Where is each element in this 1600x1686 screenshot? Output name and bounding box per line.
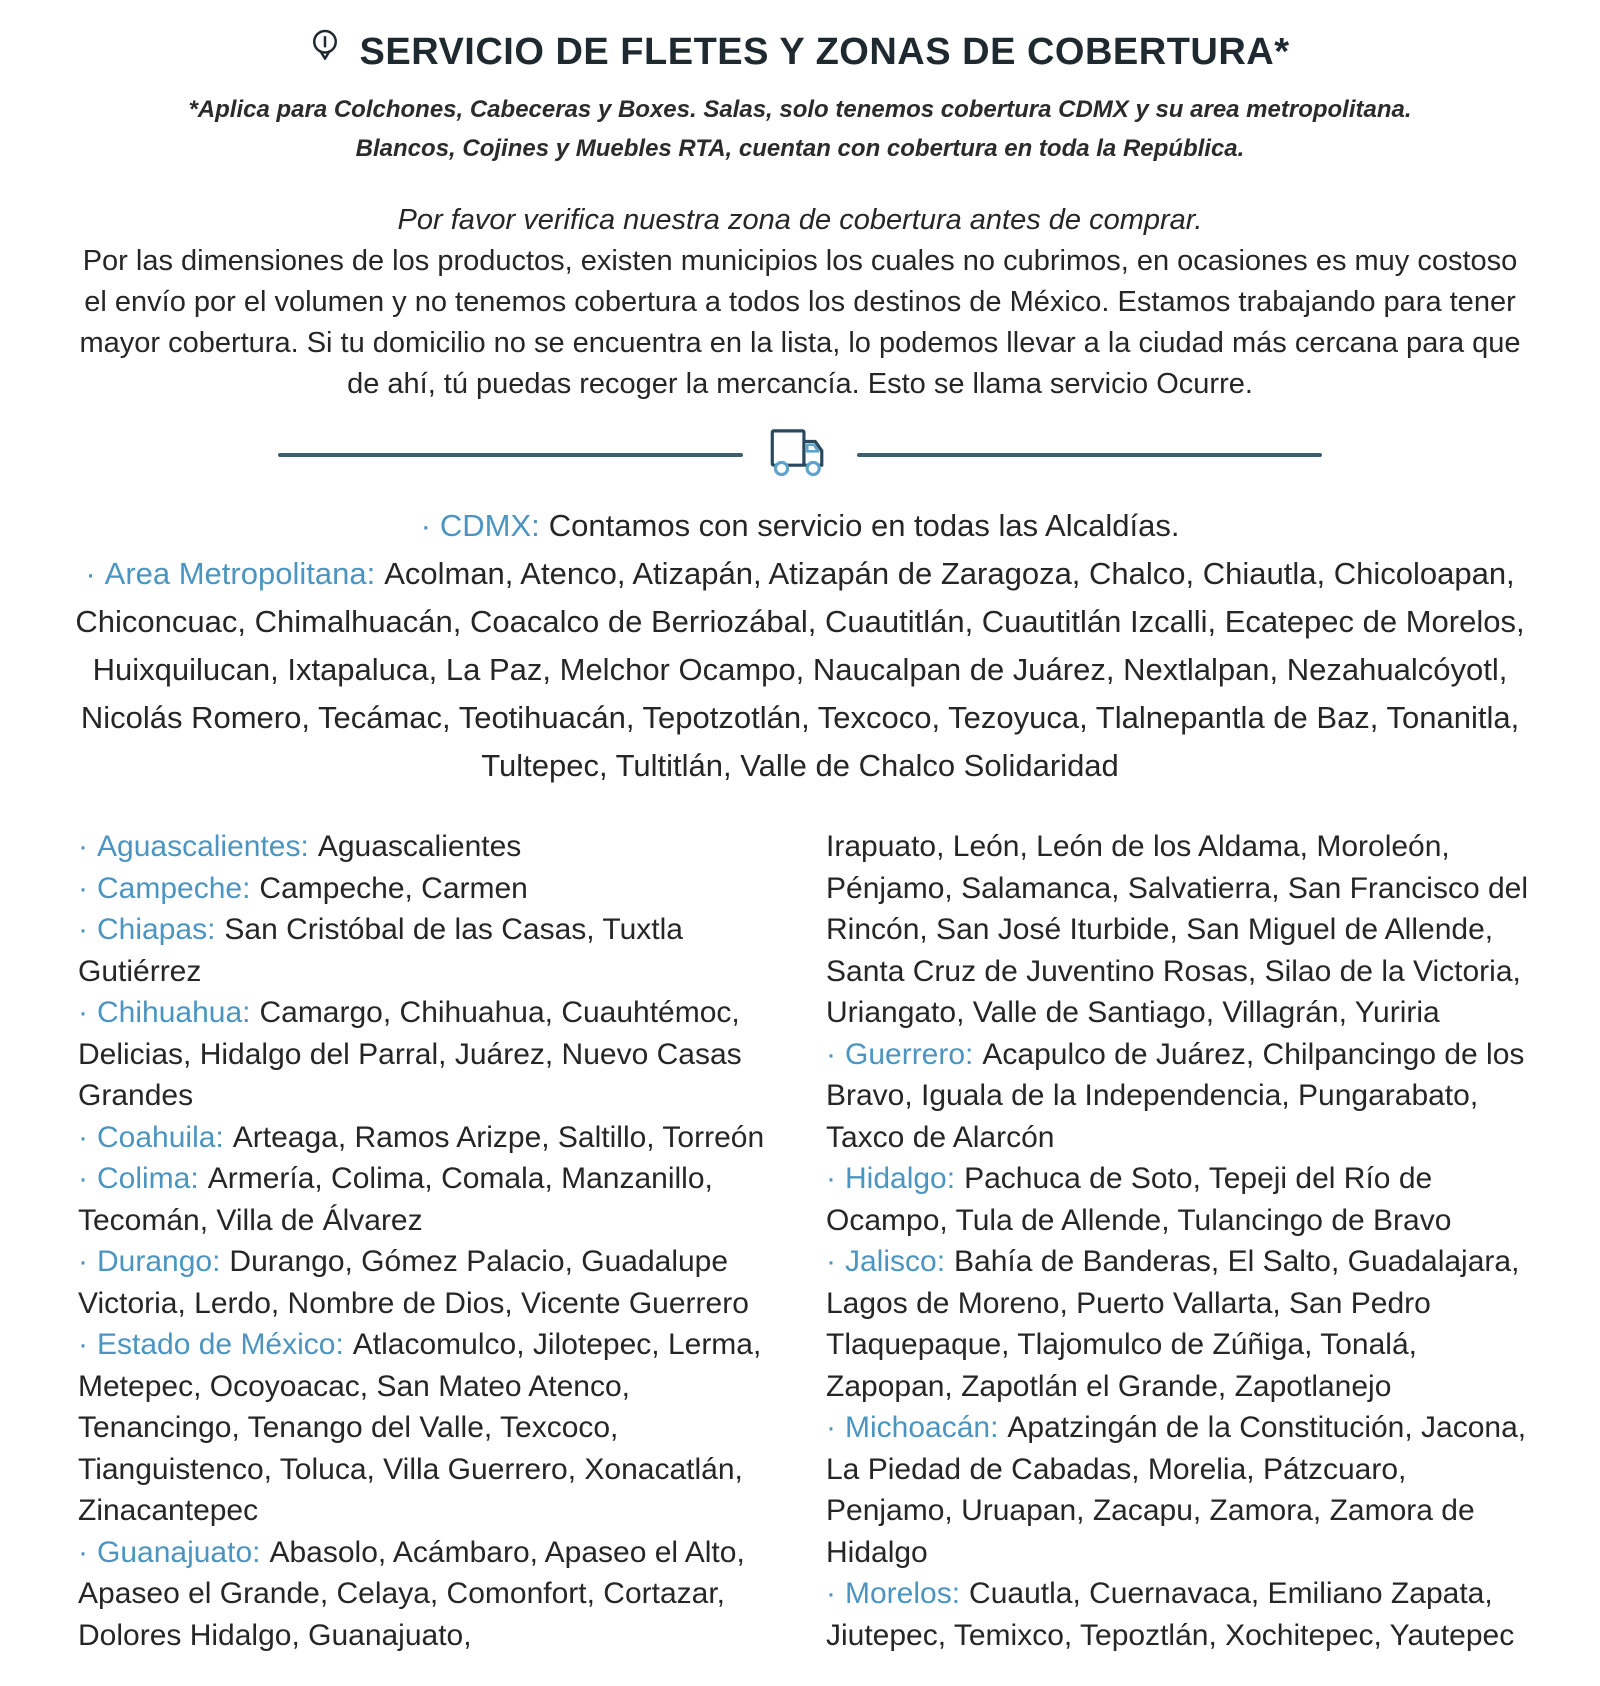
state-entry [78,1158,782,1241]
bullet-dot: · [826,1411,836,1444]
state-label: Coahuila: [97,1120,224,1154]
state-entry [826,1241,1530,1407]
state-entry [826,1407,1530,1573]
cdmx-text: Contamos con servicio en todas las Alcaldías. [548,508,1180,543]
state-entry [826,1158,1530,1241]
disclaimer-line2: Blancos, Cojines y Muebles RTA, cuentan con cobertura en toda la República. [355,135,1245,162]
delivery-truck-icon [767,425,833,484]
state-entry [78,1532,782,1657]
cdmx-coverage-line [58,504,1542,548]
state-cities: Arteaga, Ramos Arizpe, Saltillo, Torreón [232,1120,765,1154]
state-cities: Camargo, Chihuahua, Cuauhtémoc, Delicias, Hidalgo del Parral, Juárez, Nuevo Casas Grandes [78,996,742,1112]
state-cities: Cuautla, Cuernavaca, Emiliano Zapata, Jiutepec, Temixco, Tepoztlán, Xochitepec, Yautepec [826,1577,1515,1652]
disclaimer [58,90,1542,168]
metro-coverage-line [58,550,1542,790]
state-label: Guanajuato: [97,1535,261,1569]
page-title [58,28,1542,78]
state-label: Campeche: [97,871,251,905]
page-title-text: SERVICIO DE FLETES Y ZONAS DE COBERTURA* [359,31,1290,73]
section-divider [58,425,1542,484]
divider-line-right [857,453,1322,457]
metro-label: Area Metropolitana: [104,556,376,591]
states-columns [78,826,1530,1656]
state-label: Morelos: [845,1577,961,1610]
state-cities: Irapuato, León, León de los Aldama, Moroleón, Pénjamo, Salamanca, Salvatierra, San Francisco del Rincón, San José Iturbide, San Miguel de Allende, Santa Cruz de Juventino Rosas, Silao de la Victoria, Uriangato, Valle de Santiago, Villagrán, Yuriria [826,830,1529,1029]
state-label: Durango: [97,1245,221,1278]
state-cities: Apatzingán de la Constitución, Jacona, La Piedad de Cabadas, Morelia, Pátzcuaro, Penjamo, Uruapan, Zacapu, Zamora, Zamora de Hidalgo [826,1411,1527,1569]
state-cities: Campeche, Carmen [259,871,528,905]
state-entry [826,1034,1530,1159]
bullet-dot: · [78,1328,88,1361]
disclaimer-line1: *Aplica para Colchones, Cabeceras y Boxes. Salas, solo tenemos cobertura CDMX y su area metropolitana. [188,96,1412,123]
state-cities: Armería, Colima, Comala, Manzanillo, Tecomán, Villa de Álvarez [78,1162,713,1237]
state-label: Jalisco: [845,1245,946,1278]
state-cities: Bahía de Banderas, El Salto, Guadalajara, Lagos de Moreno, Puerto Vallarta, San Pedro Tlaquepaque, Tlajomulco de Zúñiga, Tonalá, Zapopan, Zapotlán el Grande, Zapotlanejo [826,1245,1520,1403]
state-label: Guerrero: [845,1037,974,1071]
state-entry [78,868,782,910]
metro-cities: Acolman, Atenco, Atizapán, Atizapán de Zaragoza, Chalco, Chiautla, Chicoloapan, Chiconcuac, Chimalhuacán, Coacalco de Berriozábal, Cuautitlán, Cuautitlán Izcalli, Ecatepec de Morelos, Huixquilucan, Ixtapaluca, La Paz, Melchor Ocampo, Naucalpan de Juárez, Nextlalpan, Nezahualcóyotl, Nicolás Romero, Tecámac, Teotihuacán, Tepotzotlán, Texcoco, Tezoyuca, Tlalnepantla de Baz, Tonanitla, Tultepec, Tultitlán, Valle de Chalco Solidaridad [75,556,1525,783]
bullet-dot: · [78,996,88,1029]
state-cities: Durango, Gómez Palacio, Guadalupe Victoria, Lerdo, Nombre de Dios, Vicente Guerrero [78,1245,749,1320]
state-label: Chihuahua: [97,996,251,1029]
state-label: Chiapas: [97,913,216,946]
bullet-dot: · [85,556,96,591]
intro-emphasis: Por favor verifica nuestra zona de cobertura antes de comprar. [397,204,1203,236]
state-entry [78,826,782,868]
state-cities: Abasolo, Acámbaro, Apaseo el Alto, Apaseo el Grande, Celaya, Comonfort, Cortazar, Dolores Hidalgo, Guanajuato, [78,1535,745,1652]
bullet-dot: · [826,1245,836,1278]
state-entry [78,992,782,1117]
intro-body: Por las dimensiones de los productos, existen municipios los cuales no cubrimos, en ocasiones es muy costoso el envío por el volumen y no tenemos cobertura a todos los destinos de México. Estamos trabajando para tener mayor cobertura. Si tu domicilio no se encuentra en la lista, lo podemos llevar a la ciudad más cercana para que de ahí, tú puedas recoger la mercancía. Esto se llama servicio Ocurre. [79,245,1521,400]
bullet-dot: · [78,913,88,946]
bullet-dot: · [78,1245,88,1278]
state-entry [78,1241,782,1324]
state-entry [78,1324,782,1532]
state-cities: Pachuca de Soto, Tepeji del Río de Ocampo, Tula de Allende, Tulancingo de Bravo [826,1162,1452,1237]
state-label: Estado de México: [97,1328,344,1361]
bullet-dot: · [78,1162,88,1195]
state-label: Michoacán: [845,1411,999,1444]
bullet-dot: · [78,1120,88,1154]
state-entry [826,826,1530,1034]
divider-line-left [278,453,743,457]
bullet-dot: · [826,1037,836,1071]
bullet-dot: · [420,508,431,543]
state-cities: Atlacomulco, Jilotepec, Lerma, Metepec, Ocoyoacac, San Mateo Atenco, Tenancingo, Tenango del Valle, Texcoco, Tianguistenco, Toluca, Villa Guerrero, Xonacatlán, Zinacantepec [78,1328,762,1527]
bullet-dot: · [78,1535,88,1569]
bullet-dot: · [826,1162,836,1195]
state-entry [78,909,782,992]
state-cities: San Cristóbal de las Casas, Tuxtla Gutiérrez [78,913,683,988]
state-cities: Acapulco de Juárez, Chilpancingo de los Bravo, Iguala de la Independencia, Pungarabato, Taxco de Alarcón [826,1037,1525,1154]
location-pin-icon [310,28,340,78]
state-entry [826,1573,1530,1656]
state-label: Colima: [97,1162,199,1195]
bullet-dot: · [78,830,88,863]
bullet-dot: · [78,871,88,905]
state-cities: Aguascalientes [317,830,522,863]
states-column-left [78,826,782,1656]
state-entry [78,1117,782,1159]
state-label: Aguascalientes: [97,830,309,863]
state-label: Hidalgo: [845,1162,956,1195]
cdmx-label: CDMX: [439,508,540,543]
states-column-right [826,826,1530,1656]
bullet-dot: · [826,1577,836,1610]
